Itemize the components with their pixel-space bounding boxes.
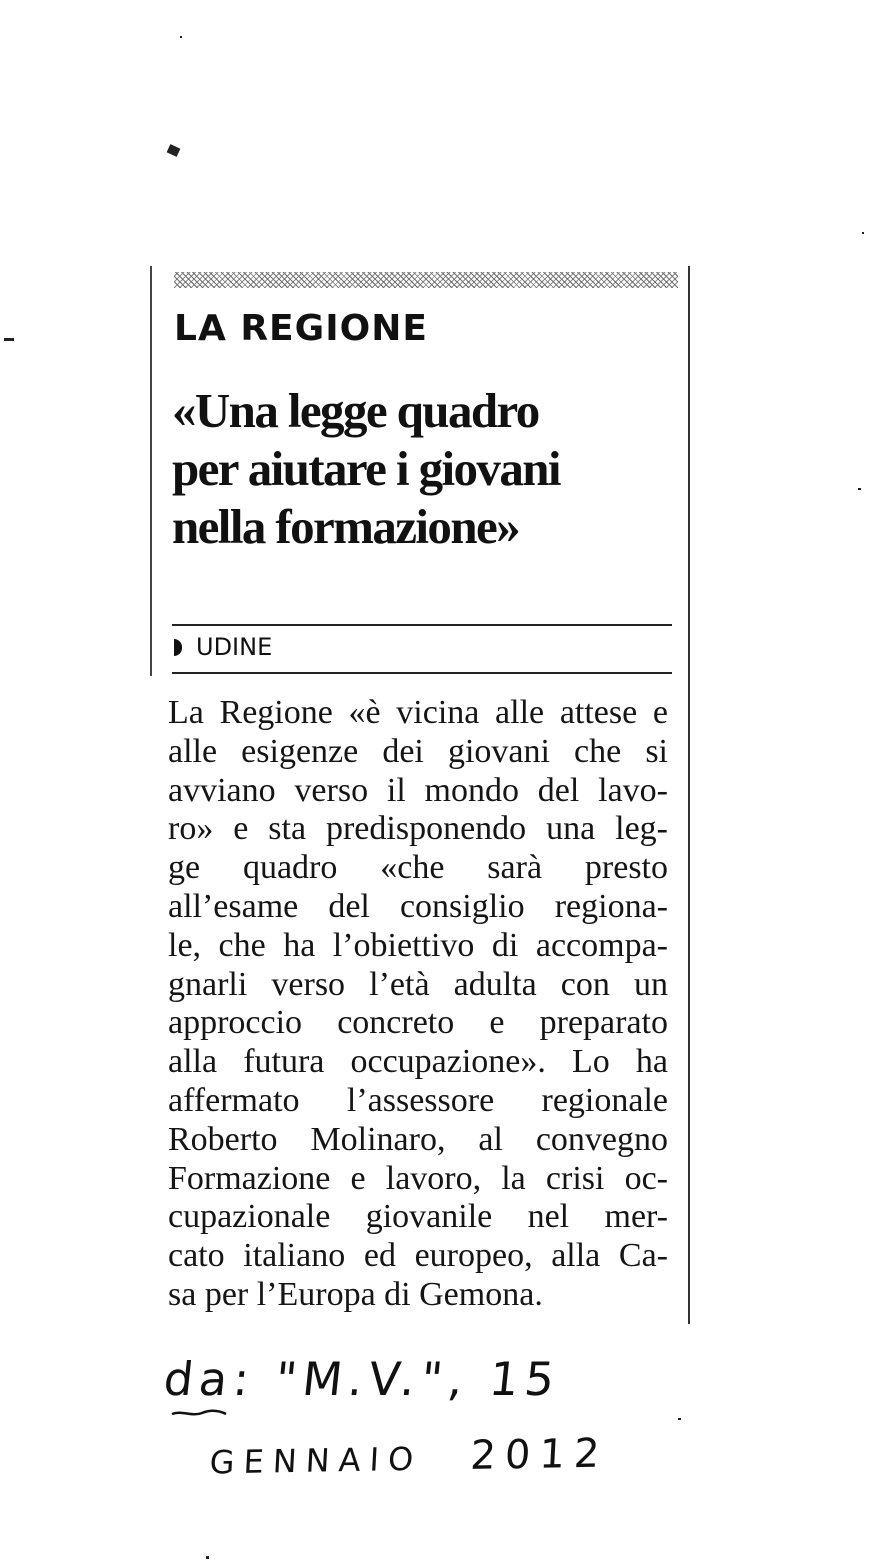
scan-speck: [4, 338, 14, 341]
handwritten-year: 2012: [469, 1430, 610, 1479]
scan-speck: [858, 488, 861, 490]
body-line: cato italiano ed europeo, alla Ca-: [168, 1237, 668, 1275]
scan-speck: [167, 144, 181, 157]
body-line: gnarli verso l’età adulta con un: [168, 965, 668, 1003]
body-line: approccio concreto e preparato: [168, 1004, 668, 1042]
handwritten-source: da: "M.V.", 15: [161, 1352, 563, 1406]
column-right-rule: [688, 266, 690, 1324]
article-body: [168, 694, 668, 1315]
scan-speck: [180, 36, 182, 38]
dateline-marker-icon: [174, 639, 182, 656]
section-hatch-bar: [174, 272, 678, 288]
body-line: La Regione «è vicina alle attese e: [168, 694, 668, 731]
body-line: le, che ha l’obiettivo di accompa-: [168, 926, 668, 964]
body-line: Roberto Molinaro, al convegno: [168, 1120, 668, 1158]
headline-line: «Una legge quadro: [172, 383, 539, 438]
body-line: Formazione e lavoro, la crisi oc-: [168, 1159, 668, 1197]
body-line: avviano verso il mondo del lavo-: [168, 771, 668, 809]
handwritten-source-note: [158, 1352, 658, 1502]
article-headline: [172, 382, 682, 556]
handwritten-date: [209, 1431, 610, 1484]
body-line: affermato l’assessore regionale: [168, 1081, 668, 1119]
scan-speck: [678, 1418, 681, 1420]
dateline-city: UDINE: [196, 633, 273, 661]
column-left-rule: [150, 266, 152, 676]
headline-line: per aiutare i giovani: [172, 441, 560, 496]
body-line: ro» e sta predisponendo una leg-: [168, 810, 668, 848]
scan-speck: [206, 1556, 209, 1559]
handwritten-month: GENNAIO: [208, 1439, 424, 1482]
body-line: alle esigenze dei giovani che si: [168, 732, 668, 770]
dateline: [172, 624, 672, 674]
newspaper-clipping: [150, 266, 700, 1326]
handwritten-underline: [170, 1408, 228, 1418]
body-line: cupazionale giovanile nel mer-: [168, 1198, 668, 1236]
body-line: alla futura occupazione». Lo ha: [168, 1043, 668, 1081]
body-line: all’esame del consiglio regiona-: [168, 887, 668, 925]
scan-speck: [862, 232, 864, 234]
headline-line: nella formazione»: [172, 499, 520, 554]
body-line: sa per l’Europa di Gemona.: [168, 1275, 543, 1313]
section-kicker: LA REGIONE: [174, 308, 428, 349]
body-line: ge quadro «che sarà presto: [168, 849, 668, 887]
